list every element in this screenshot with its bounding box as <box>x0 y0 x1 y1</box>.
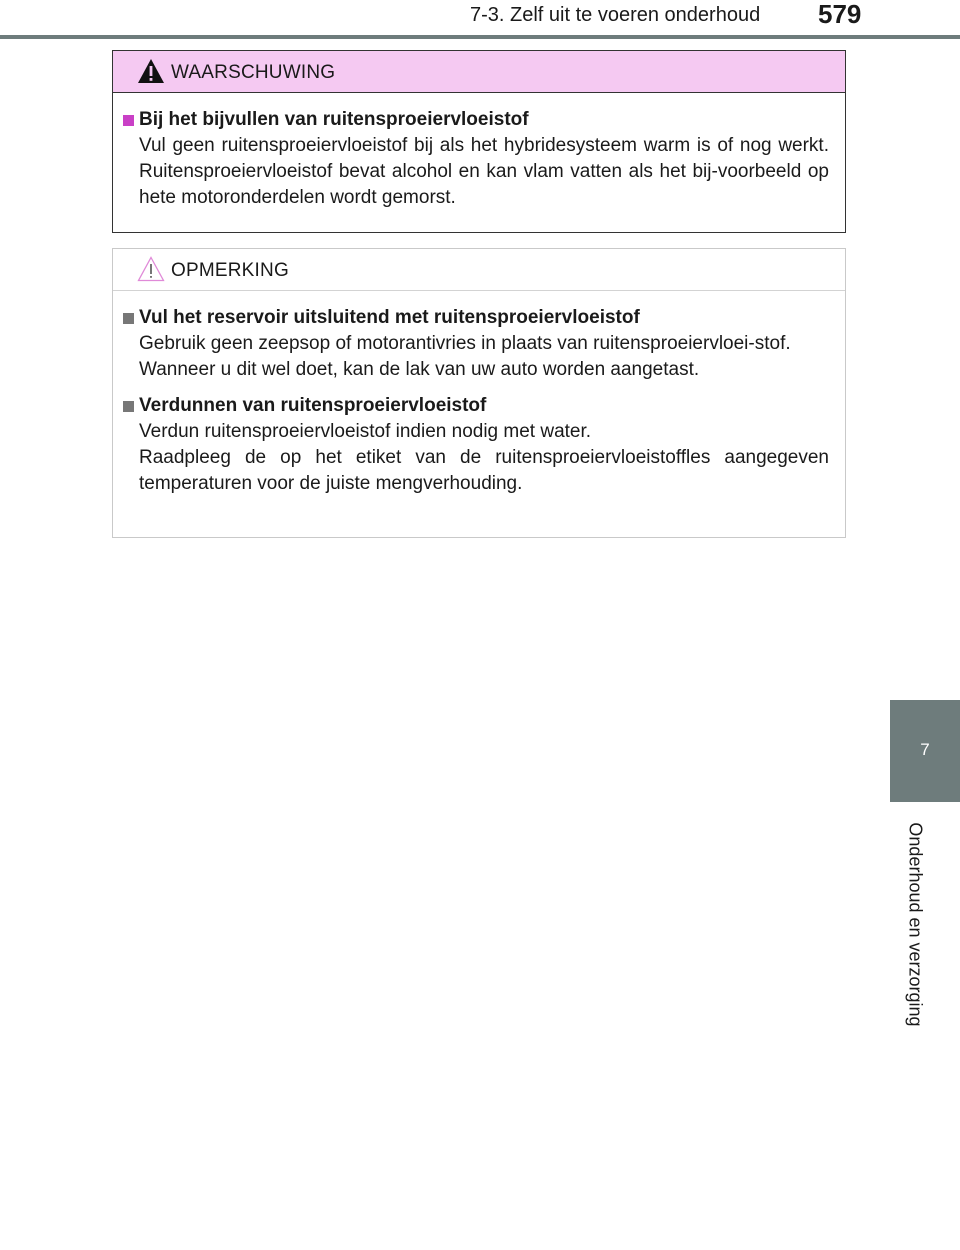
warning-box <box>112 50 846 233</box>
notice-item-heading-text: Vul het reservoir uitsluitend met ruitensproeiervloeistof <box>139 307 640 328</box>
warning-item <box>123 107 829 211</box>
warning-header <box>113 51 845 93</box>
section-title: 7-3. Zelf uit te voeren onderhoud <box>470 4 761 26</box>
warning-item-heading <box>123 107 829 133</box>
notice-item-line: Verdun ruitensproeiervloeistof indien nodig met water. <box>139 421 592 442</box>
square-bullet-icon <box>123 313 134 324</box>
chapter-number: 7 <box>920 740 930 759</box>
warning-body <box>113 93 845 211</box>
warning-triangle-icon <box>137 58 165 84</box>
notice-item-heading <box>123 305 829 331</box>
notice-item-text <box>139 331 829 383</box>
notice-body <box>113 291 845 497</box>
caution-triangle-icon <box>137 256 165 282</box>
notice-item-heading-text: Verdunnen van ruitensproeiervloeistof <box>139 395 487 416</box>
notice-item-heading <box>123 393 829 419</box>
header-rule <box>0 35 960 39</box>
warning-item-heading-text: Bij het bijvullen van ruitensproeiervloeistof <box>139 109 529 130</box>
notice-item <box>123 305 829 383</box>
notice-title: OPMERKING <box>171 260 289 281</box>
notice-item-line: Wanneer u dit wel doet, kan de lak van uw auto worden aangetast. <box>139 359 700 380</box>
square-bullet-icon <box>123 115 134 126</box>
page-number: 579 <box>818 0 862 29</box>
warning-item-text: Vul geen ruitensproeiervloeistof bij als het hybridesysteem warm is of nog werkt. Ruitensproeiervloeistof bevat alcohol en kan vlam vatten als het bij-voorbeeld op hete motoronderdelen wordt gemorst. <box>139 135 829 208</box>
notice-item-line: Raadpleeg de op het etiket van de ruitensproeiervloeistoffles aangegeven temperaturen voor de juiste mengverhouding. <box>139 447 829 494</box>
notice-box <box>112 248 846 538</box>
notice-item-line: Gebruik geen zeepsop of motorantivries in plaats van ruitensproeiervloei-stof. <box>139 333 791 354</box>
notice-item <box>123 393 829 497</box>
chapter-tab[interactable] <box>890 700 960 802</box>
chapter-label: Onderhoud en verzorging <box>905 822 926 1027</box>
notice-header <box>113 249 845 291</box>
square-bullet-icon <box>123 401 134 412</box>
warning-title: WAARSCHUWING <box>171 62 336 83</box>
notice-item-text <box>139 419 829 497</box>
